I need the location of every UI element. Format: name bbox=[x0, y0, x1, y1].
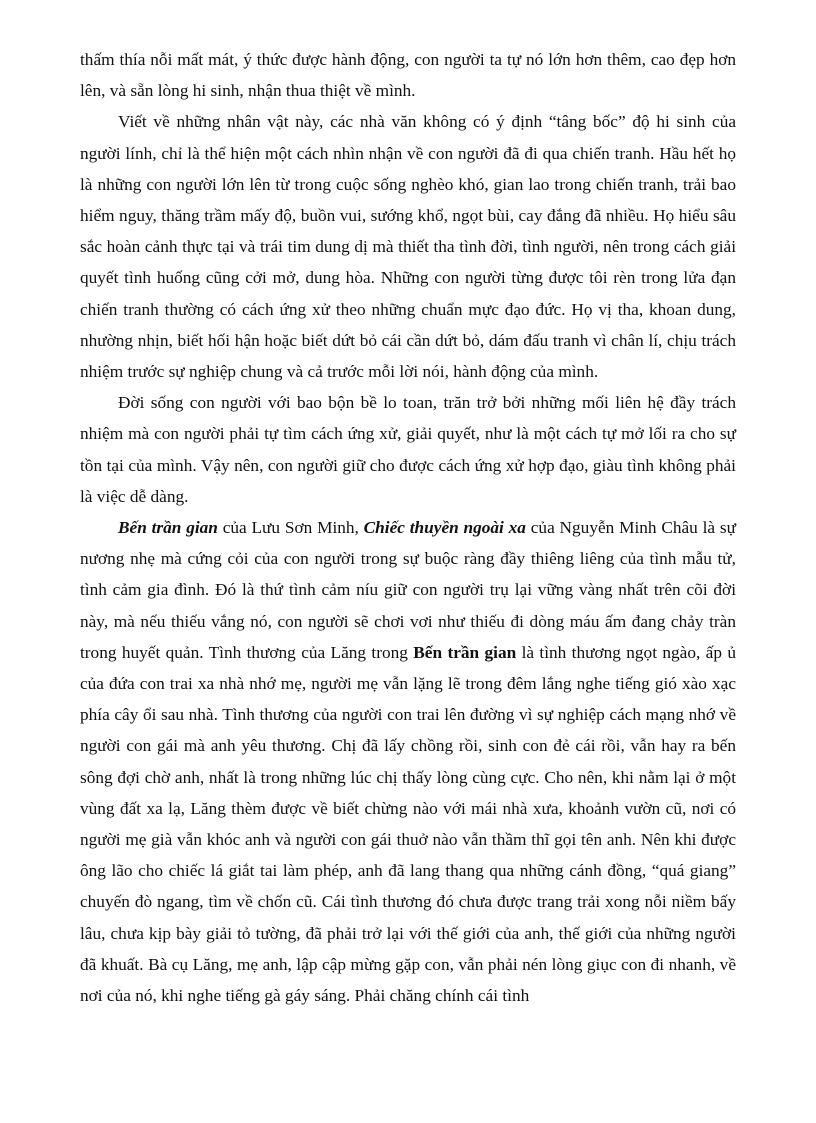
work-title-ben-tran-gian-bold: Bến trần gian bbox=[413, 642, 517, 662]
paragraph-2: Viết về những nhân vật này, các nhà văn không có ý định “tâng bốc” độ hi sinh của người lính, chỉ là thể hiện một cách nhìn nhận về con người đã đi qua chiến tranh. Hầu hết họ là những con người lớn lên từ trong cuộc sống nghèo khó, gian lao trong chiến tranh, trải bao hiểm nguy, thăng trầm mấy độ, buồn vui, sướng khổ, ngọt bùi, cay đắng đã nhiều. Họ hiểu sâu sắc hoàn cảnh thực tại và trái tim dung dị mà thiết tha tình đời, tình người, nên trong cách giải quyết tình huống cũng cởi mở, dung hòa. Những con người từng được tôi rèn trong lửa đạn chiến tranh thường có cách ứng xử theo những chuẩn mực đạo đức. Họ vị tha, khoan dung, nhường nhịn, biết hối hận hoặc biết dứt bỏ cái cần dứt bỏ, dám đấu tranh vì chân lí, chịu trách nhiệm trước sự nghiệp chung và cả trước mỗi lời nói, hành động của mình. bbox=[80, 112, 736, 382]
paragraph-4-text-1: của Lưu Sơn Minh, bbox=[217, 518, 364, 538]
work-title-ben-tran-gian: Bến trần gian bbox=[118, 518, 218, 538]
paragraph-3: Đời sống con người với bao bộn bề lo toan, trăn trở bởi những mối liên hệ đầy trách nhiệm mà con người phải tự tìm cách ứng xử, giải quyết, như là một cách tự mở lối ra cho sự tồn tại của mình. Vậy nên, con người giữ cho được cách ứng xử hợp đạo, giàu tình không phải là việc dễ dàng. bbox=[80, 393, 736, 506]
paragraph-1: thấm thía nỗi mất mát, ý thức được hành động, con người ta tự nó lớn hơn thêm, cao đẹp hơn lên, và sẵn lòng hi sinh, nhận thua thiệt về mình. bbox=[80, 50, 736, 101]
paragraph-4 bbox=[80, 512, 736, 1011]
work-title-chiec-thuyen-ngoai-xa: Chiếc thuyền ngoài xa bbox=[363, 518, 526, 538]
document-page bbox=[80, 44, 736, 1011]
paragraph-4-text-2: của Nguyễn Minh Châu là sự nương nhẹ mà cứng cỏi của con người trong sự buộc ràng đầy thiêng liêng của tình mẫu tử, tình cảm gia đình. Đó là thứ tình cảm níu giữ con người trụ lại vững vàng nhất trên cõi đời này, mà nếu thiếu vắng nó, con người sẽ chơi vơi như thiếu đi dòng máu ấm đang chảy tràn trong huyết quản. Tình thương của Lăng trong bbox=[80, 518, 736, 662]
paragraph-4-text-3: là tình thương ngọt ngào, ấp ủ của đứa con trai xa nhà nhớ mẹ, người mẹ vẫn lặng lẽ trong đêm lắng nghe tiếng gió xào xạc phía cây ổi sau nhà. Tình thương của người con trai lên đường vì sự nghiệp cách mạng nhớ về người con gái mà anh yêu thương. Chị đã lấy chồng rồi, sinh con đẻ cái rồi, vẫn hay ra bến sông đợi chờ anh, nhất là trong những lúc chị thấy lòng cùng cực. Cho nên, khi nằm lại ở một vùng đất xa lạ, Lăng thèm được về biết chừng nào với mái nhà xưa, khoảnh vườn cũ, nơi có người mẹ già vẫn khóc anh và người con gái thuở nào vẫn thầm thĩ gọi tên anh. Nên khi được ông lão cho chiếc lá giắt tai làm phép, anh đã lang thang qua những cánh đồng, “quá giang” chuyến đò ngang, tìm về chốn cũ. Cái tình thương đó chưa được trang trải xong nỗi niềm bấy lâu, chưa kịp bày giải tỏ tường, đã phải trở lại với thế giới của anh, thế giới của những người đã khuất. Bà cụ Lăng, mẹ anh, lập cập mừng gặp con, vẫn phải nén lòng giục con đi nhanh, về nơi của nó, khi nghe tiếng gà gáy sáng. Phải chăng chính cái tình bbox=[80, 642, 736, 1006]
